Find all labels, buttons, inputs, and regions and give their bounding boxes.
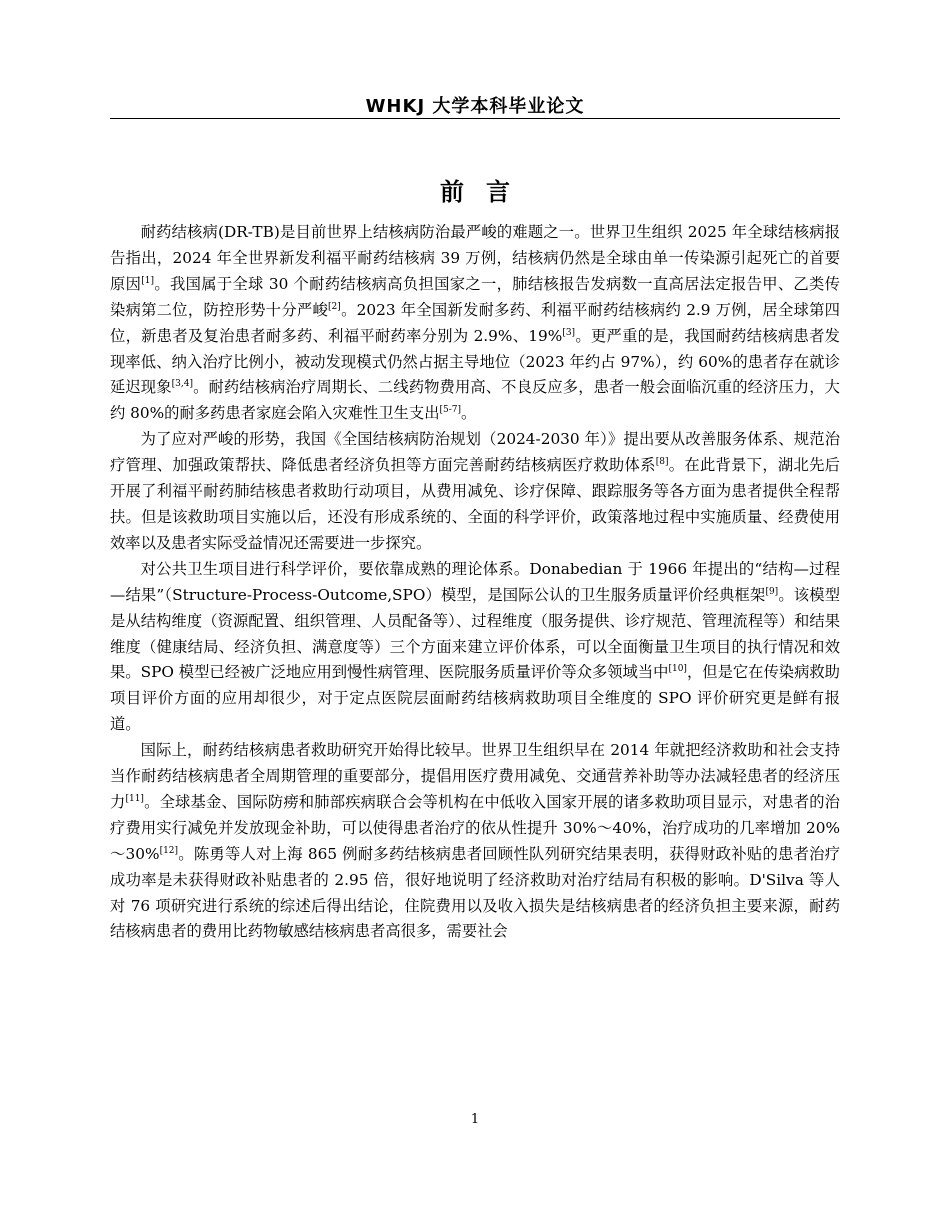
paragraph-text: 耐药结核病(DR-TB)是目前世界上结核病防治最严峻的难题之一。世界卫生组织 2025 年全球结核病报告指出，2024 年全世界新发利福平耐药结核病 39 万例，结核病仍然是全球由单一传染源引起死亡的首要原因 <box>110 223 840 293</box>
citation-marker: [9] <box>765 586 779 597</box>
paragraph-text: 国际上，耐药结核病患者救助研究开始得比较早。世界卫生组织早在 2014 年就把经济救助和社会支持当作耐药结核病患者全周期管理的重要部分，提倡用医疗费用减免、交通营养补助等办法减轻患者的经济压力 <box>110 741 840 811</box>
section-title: 前言 <box>440 178 532 206</box>
citation-marker: [8] <box>655 457 669 468</box>
citation-marker: [10] <box>668 664 687 675</box>
paragraph-text: 为了应对严峻的形势，我国《全国结核病防治规划（2024-2030 年）》提出要从改善服务体系、规范治疗管理、加强政策帮扶、降低患者经济负担等方面完善耐药结核病医疗救助体系 <box>110 430 840 475</box>
citation-marker: [12] <box>159 845 179 856</box>
paragraph-text: 对公共卫生项目进行科学评价，要依靠成熟的理论体系。Donabedian 于 1966 年提出的“结构—过程—结果”（Structure-Process-Outcome,SPO）模型，是国际公认的卫生服务质量评价经典框架 <box>110 559 840 604</box>
paragraph-text: 。陈勇等人对上海 865 例耐多药结核病患者回顾性队列研究结果表明，获得财政补贴的患者治疗成功率是未获得财政补贴患者的 2.95 倍，很好地说明了经济救助对治疗结局有积极的影响。D'Silva 等人对 76 项研究进行系统的综述后得出结论，住院费用以及收入损失是结核病患者的经济负担主要来源，耐药结核病患者的费用比药物敏感结核病患者高很多，需要社会 <box>110 844 840 941</box>
paragraph-text: 。该模型是从结构维度（资源配置、组织管理、人员配备等）、过程维度（服务提供、诊疗规范、管理流程等）和结果维度（健康结局、经济负担、满意度等）三个方面来建立评价体系，可以全面衡量卫生项目的执行情况和效果。SPO 模型已经被广泛地应用到慢性病管理、医院服务质量评价等众多领域当中 <box>110 585 840 682</box>
body-paragraph <box>110 220 840 427</box>
body-paragraph <box>110 557 840 738</box>
body-text <box>110 220 840 945</box>
paragraph-text: 。2023 年全国新发耐多药、利福平耐药结核病约 2.9 万例，居全球第四位，新患者及复治患者耐多药、利福平耐药率分别为 2.9%、19% <box>110 300 840 345</box>
page-number: 1 <box>470 1112 480 1127</box>
paragraph-text: 。在此背景下，湖北先后开展了利福平耐药肺结核患者救助行动项目，从费用减免、诊疗保障、跟踪服务等各方面为患者提供全程帮扶。但是该救助项目实施以后，还没有形成系统的、全面的科学评价，政策落地过程中实施质量、经费使用效率以及患者实际受益情况还需要进一步探究。 <box>110 456 840 552</box>
paragraph-text: 。全球基金、国际防痨和肺部疾病联合会等机构在中低收入国家开展的诸多救助项目显示，对患者的治疗费用实行减免并发放现金补助，可以使得患者治疗的依从性提升 30%～40%，治疗成功的几率增加 20%～30% <box>110 792 840 863</box>
citation-marker: [2] <box>328 301 341 312</box>
body-paragraph <box>110 427 840 557</box>
citation-marker: [5-7] <box>439 405 462 416</box>
citation-marker: [1] <box>141 275 154 286</box>
citation-marker: [11] <box>125 793 144 804</box>
body-paragraph <box>110 738 840 945</box>
running-header: WHKJ 大学本科毕业论文 <box>365 96 585 117</box>
paragraph-text: 。耐药结核病治疗周期长、二线药物费用高、不良反应多，患者一般会面临沉重的经济压力，大约 80%的耐多药患者家庭会陷入灾难性卫生支出 <box>110 378 840 423</box>
paragraph-text: 。 <box>461 404 477 423</box>
citation-marker: [3,4] <box>171 379 193 390</box>
citation-marker: [3] <box>562 327 576 338</box>
paragraph-text: 。我国属于全球 30 个耐药结核病高负担国家之一，肺结核报告发病数一直高居法定报告甲、乙类传染病第二位，防控形势十分严峻 <box>110 274 840 319</box>
paragraph-text: 。更严重的是，我国耐药结核病患者发现率低、纳入治疗比例小，被动发现模式仍然占据主导地位（2023 年约占 97%），约 60%的患者存在就诊延迟现象 <box>110 326 840 397</box>
header-rule <box>110 118 840 119</box>
paragraph-text: ，但是它在传染病救助项目评价方面的应用却很少，对于定点医院层面耐药结核病救助项目全维度的 SPO 评价研究更是鲜有报道。 <box>110 663 840 734</box>
